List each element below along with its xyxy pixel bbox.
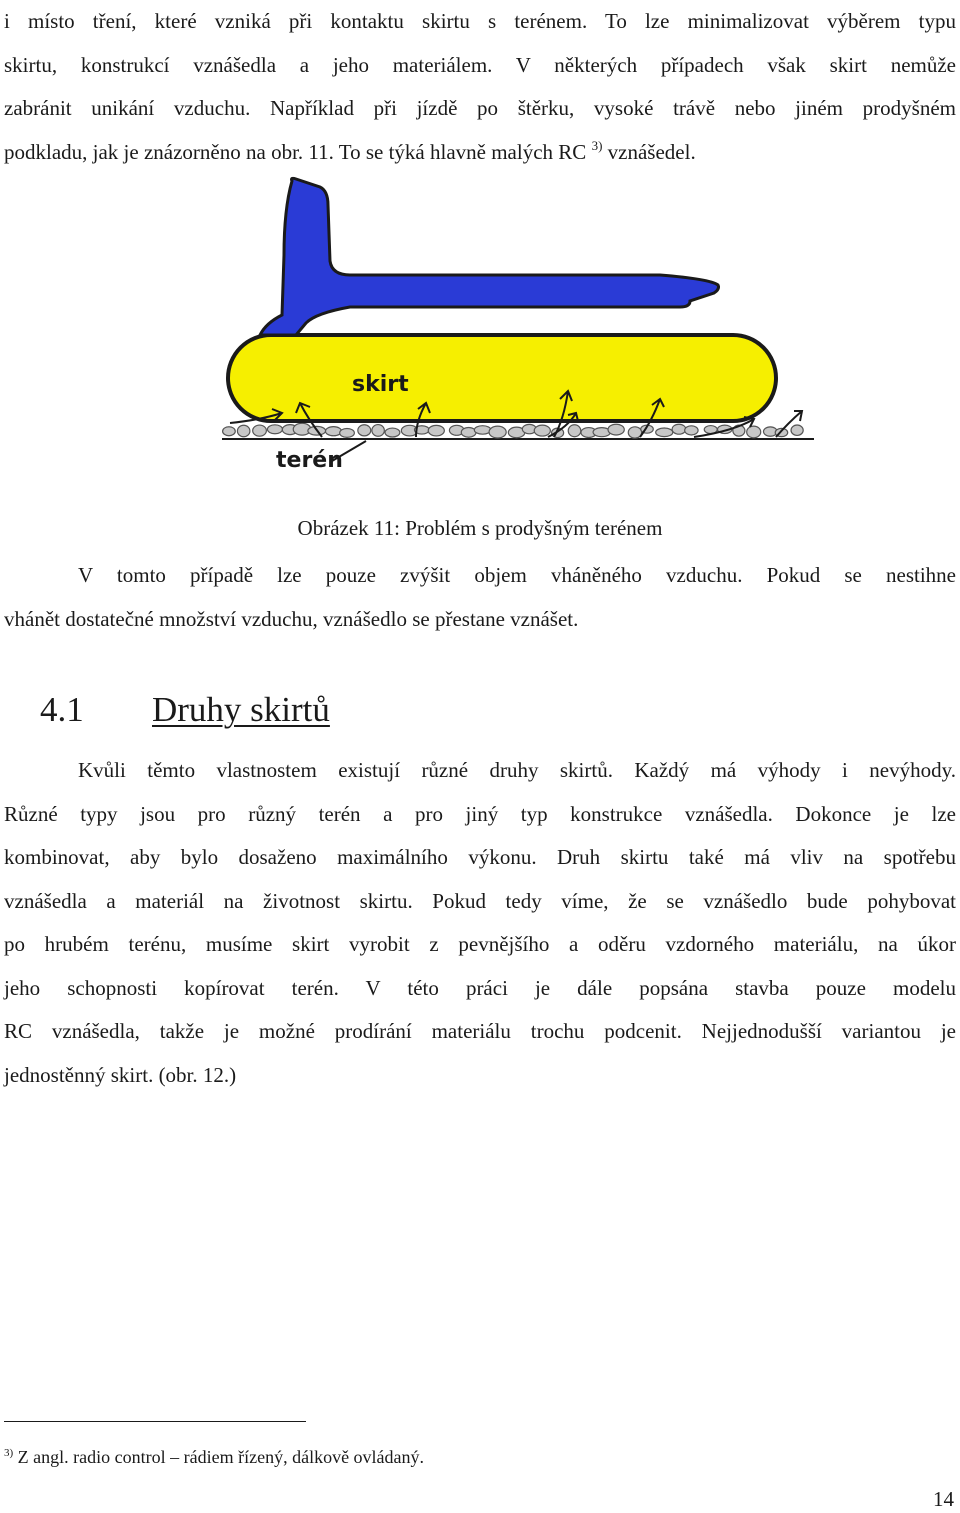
gravel-stone bbox=[685, 426, 698, 435]
footnote-reference: 3) bbox=[591, 137, 603, 153]
section-number: 4.1 bbox=[40, 690, 84, 729]
text-line: vznášedla a materiál na životnost skirtu. Pokud tedy víme, že se vznášedlo bude pohybovat bbox=[4, 888, 956, 913]
gravel-stone bbox=[568, 425, 581, 437]
paragraph-intro bbox=[4, 0, 956, 174]
gravel-stone bbox=[791, 425, 803, 435]
gravel-stone bbox=[372, 425, 384, 437]
gravel-stone bbox=[358, 425, 371, 436]
text-line: skirtu, konstrukcí vznášedla a jeho materiálem. V některých případech však skirt nemůže bbox=[4, 52, 956, 77]
terrain-label: terén bbox=[276, 448, 343, 473]
gravel-stone bbox=[237, 425, 249, 437]
gravel-stone bbox=[428, 425, 444, 436]
text-line: i místo tření, které vzniká při kontaktu skirtu s terénem. To lze minimalizovat výběrem typu bbox=[4, 9, 956, 33]
gravel-stone bbox=[385, 428, 400, 437]
text-line: Kvůli těmto vlastnostem existují různé druhy skirtů. Každý má výhody i nevýhody. bbox=[78, 758, 956, 782]
skirt-label: skirt bbox=[352, 372, 409, 397]
gravel-stone bbox=[672, 424, 686, 434]
section-title: Druhy skirtů bbox=[152, 690, 330, 729]
skirt-shape bbox=[228, 335, 776, 421]
text-fragment: vznášedel. bbox=[602, 139, 696, 164]
footnote-text: Z angl. radio control – rádiem řízený, dálkově ovládaný. bbox=[13, 1447, 425, 1467]
text-line: V tomto případě lze pouze zvýšit objem vháněného vzduchu. Pokud se nestihne bbox=[78, 563, 956, 587]
text-line: jeho schopnosti kopírovat terén. V této práci je dále popsána stavba pouze modelu bbox=[4, 975, 956, 1000]
footnote-separator bbox=[4, 1421, 306, 1422]
gravel-stone bbox=[534, 425, 550, 436]
footnote bbox=[4, 1447, 424, 1468]
gravel-stone bbox=[608, 424, 624, 435]
page-number: 14 bbox=[933, 1487, 954, 1511]
text-fragment: podkladu, jak je znázorněno na obr. 11. To se týká hlavně malých RC bbox=[4, 139, 592, 164]
gravel-stone bbox=[461, 427, 476, 437]
hull-shape bbox=[260, 178, 719, 335]
gravel-stone bbox=[223, 427, 236, 436]
gravel-stone bbox=[747, 426, 761, 438]
text-line: Různé typy jsou pro různý terén a pro jiný typ konstrukce vznášedla. Dokonce je lze bbox=[4, 801, 956, 826]
text-line-last bbox=[4, 131, 956, 175]
text-line: RC vznášedla, takže je možné prodírání materiálu trochu podcenit. Nejjednodušší variantou je bbox=[4, 1019, 956, 1043]
gravel-stone bbox=[325, 427, 341, 436]
footnote-marker: 3) bbox=[4, 1447, 14, 1459]
gravel-stone bbox=[267, 425, 282, 434]
text-line: po hrubém terénu, musíme skirt vyrobit z pevnějšího a oděru vzdorného materiálu, na úkor bbox=[4, 932, 956, 956]
gravel-stone bbox=[474, 426, 490, 435]
text-line: jednostěnný skirt. (obr. 12.) bbox=[4, 1062, 237, 1087]
gravel-stone bbox=[340, 428, 355, 437]
text-line: kombinovat, aby bylo dosaženo maximálního výkonu. Druh skirtu také má vliv na spotřebu bbox=[4, 845, 956, 869]
gravel-stone bbox=[656, 428, 673, 437]
paragraph-solution bbox=[4, 554, 956, 641]
paragraph-skirt-types bbox=[4, 749, 956, 1097]
gravel-stone bbox=[489, 426, 506, 438]
text-line: zabránit unikání vzduchu. Například při jízdě po štěrku, vysoké trávě nebo jiném prodyšném bbox=[4, 96, 956, 120]
gravel-stone bbox=[253, 425, 267, 436]
figure-caption: Obrázek 11: Problém s prodyšným terénem bbox=[297, 516, 663, 540]
section-heading bbox=[40, 690, 330, 730]
hovercraft-figure bbox=[220, 175, 820, 480]
text-line: vhánět dostatečné množství vzduchu, vznášedlo se přestane vznášet. bbox=[4, 606, 579, 631]
